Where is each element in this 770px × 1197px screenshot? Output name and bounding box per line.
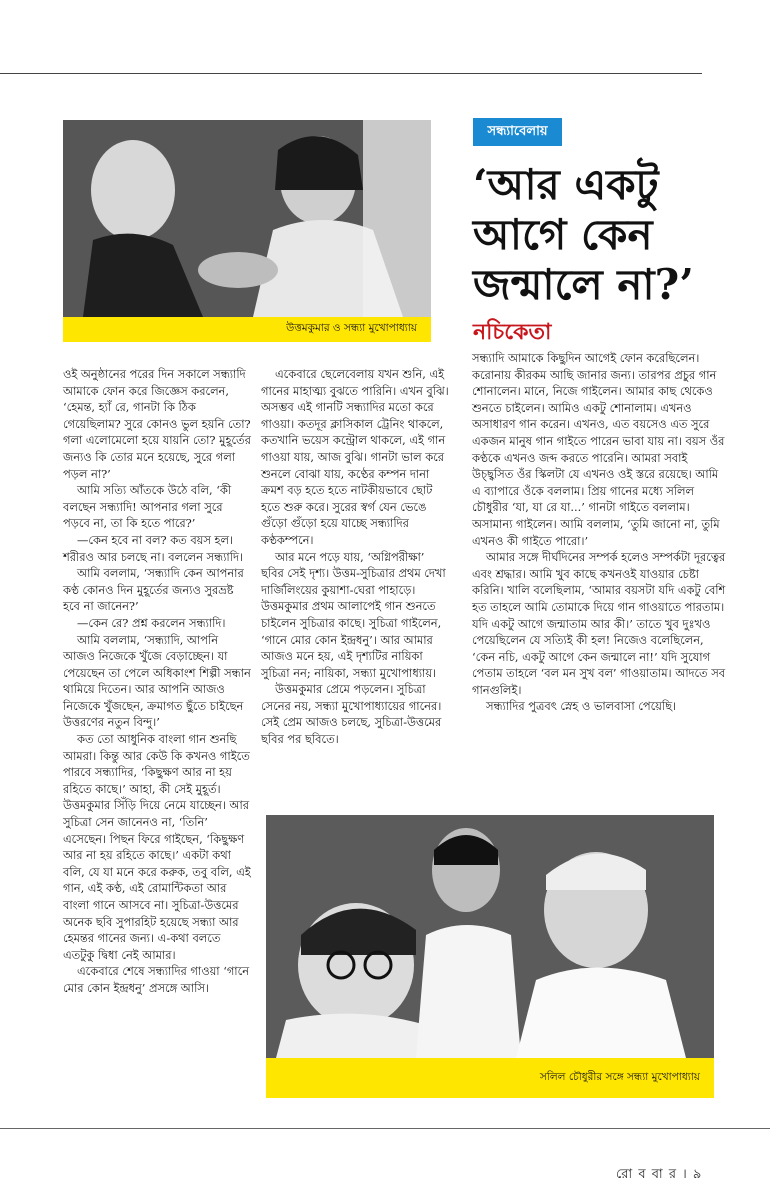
paragraph: —কেন রে? প্রশ্ন করলেন সন্ধ্যাদি। bbox=[77, 615, 226, 630]
paragraph: সন্ধ্যাদির পুত্রবৎ স্নেহ ও ভালবাসা পেয়েছি। bbox=[486, 699, 677, 714]
paragraph: আমি সত্যি আঁতকে উঠে বলি, ‘কী বলছেন সন্ধ্যাদি! আপনার গলা সুরে পড়বে না, তা কি হতে পারে?’ bbox=[63, 483, 232, 531]
paragraph: একেবারে শেষে সন্ধ্যাদির গাওয়া ‘গানে মোর কোন ইন্দ্রধনু’ প্রসঙ্গে আসি। bbox=[63, 964, 249, 995]
paragraph: সন্ধ্যাদি আমাকে কিছুদিন আগেই ফোন করেছিলেন। করোনায় কীরকম আছি জানার জন্য। তারপর প্রচুর গান শোনালেন। মানে, নিজে গাইলেন। আমার কাছ থেকেও শুনতে চাইলেন। আমিও একটু শোনালাম। এখনও অসাধারণ গান করেন। এখনও, এত বয়সেও এত সুরে একজন মানুষ গান গাইতে পারেন ভাবা যায় না। বয়স ওঁর কণ্ঠকে এখনও জব্দ করতে পারেনি। আমরা সবাই উচ্ছ্বসিত ওঁর স্কিলটা যে এখনও ওই স্তরে রয়েছে। আমি এ ব্যাপারে ওঁকে বললাম। প্রিয় গানের মধ্যে সলিল চৌধুরীর ‘যা, যা রে যা...’ গানটা গাইতে বললাম। অসামান্য গাইলেন। আমি বললাম, ‘তুমি জানো না, তুমি এখনও কী গাইতে পারো।’ bbox=[472, 351, 725, 548]
article-column-3 bbox=[472, 350, 727, 715]
paragraph: আমি বললাম, ‘সন্ধ্যাদি, আপনি আজও নিজেকে খুঁজে বেড়াচ্ছেন। যা পেয়েছেন তা পেলে অধিকাংশ শিল্পী সন্ধান থামিয়ে দিতেন। আর আপনি আজও নিজেকে খুঁজছেন, ক্রমাগত ছুঁতে চাইছেন উত্তরণের নতুন বিন্দু।’ bbox=[63, 632, 251, 730]
photo-salil-sandhya-illustration bbox=[266, 815, 714, 1058]
paragraph: একেবারে ছেলেবেলায় যখন শুনি, এই গানের মাহাত্ম্য বুঝতে পারিনি। এখন বুঝি। অসম্ভব এই গানটি সন্ধ্যাদির মতো করে গাওয়া। কতদূর ক্লাসিকাল ট্রেনিং থাকলে, কতখানি ভয়েস কন্ট্রোল থাকলে, এই গান গাওয়া যায়, আজ বুঝি। গানটা ভাল করে শুনলে বোঝা যায়, কণ্ঠের কম্পন দানা ক্রমশ বড় হতে হতে নাটকীয়ভাবে ছোট হতে শুরু করে। সুরের স্বর্গ যেন ভেঙে গুঁড়ো গুঁড়ো হয়ে যাচ্ছে সন্ধ্যাদির কণ্ঠকম্পনে। bbox=[261, 367, 449, 547]
paragraph: —কেন হবে না বল? কত বয়স হল। শরীরও আর চলছে না। বললেন সন্ধ্যাদি। bbox=[63, 532, 244, 564]
article-column-2 bbox=[261, 366, 449, 748]
photo-top-caption bbox=[63, 317, 431, 342]
photo-uttam-sandhya bbox=[63, 120, 431, 317]
headline-line-3: জন্মালে না?’ bbox=[473, 260, 694, 309]
photo-top-caption-text: উত্তমকুমার ও সন্ধ্যা মুখোপাধ্যায় bbox=[286, 322, 417, 334]
top-rule bbox=[0, 73, 702, 74]
paragraph: উত্তমকুমার প্রেমে পড়লেন। সুচিত্রা সেনের নয়, সন্ধ্যা মুখোপাধ্যায়ের গানের। সেই প্রেম আজও চলছে, সুচিত্রা-উত্তমের ছবির পর ছবিতে। bbox=[261, 682, 442, 747]
paragraph: ওই অনুষ্ঠানের পরের দিন সকালে সন্ধ্যাদি আমাকে ফোন করে জিজ্ঞেস করলেন, ‘হেমন্ত, হ্যাঁ রে, গানটা কি ঠিক গেয়েছিলাম? সুরে কোনও ভুল হয়নি তো? গলা এলোমেলো হয়ে যায়নি তো? মুহূর্তের জন্যও কি তোর মনে হয়েছে, সুরে গলা পড়ল না?’ bbox=[63, 367, 251, 481]
photo-bottom-caption-text: সলিল চৌধুরীর সঙ্গে সন্ধ্যা মুখোপাধ্যায় bbox=[539, 1070, 700, 1083]
paragraph: আর মনে পড়ে যায়, ‘অগ্নিপরীক্ষা’ ছবির সেই দৃশ্য। উত্তম-সুচিত্রার প্রথম দেখা দার্জিলিংয়ের কুয়াশা-ঘেরা পাহাড়ে। উত্তমকুমার প্রথম আলাপেই গান শুনতে চাইলেন সুচিত্রার কাছে। সুচিত্রা গাইলেন, ‘গানে মোর কোন ইন্দ্রধনু’। আর আমার আজও মনে হয়, এই দৃশ্যটির নায়িকা সুচিত্রা নন; নায়িকা, সন্ধ্যা মুখোপাধ্যায়। bbox=[261, 549, 446, 680]
paragraph: আমার সঙ্গে দীর্ঘদিনের সম্পর্ক হলেও সম্পর্কটা দূরত্বের এবং শ্রদ্ধার। আমি খুব কাছে কখনওই যাওয়ার চেষ্টা করিনি। খালি বলেছিলাম, ‘আমার বয়সটা যদি একটু বেশি হত তাহলে আমি তোমাকে দিয়ে গান গাওয়াতে পারতাম। যদি একটু আগে জন্মাতাম আর কী।’ তাতে খুব দুঃখও পেয়েছিলেন যে সত্যিই কী হল! নিজেও বলেছিলেন, ‘কেন নচি, একটু আগে কেন জন্মালে না!’ যদি সুযোগ পেতাম তাহলে ‘বল মন সুখ বল’ গাওয়াতাম। আদতে সব গানগুলিই। bbox=[472, 550, 726, 697]
headline-line-1: ‘আর একটু bbox=[473, 160, 659, 209]
paragraph: আমি বললাম, ‘সন্ধ্যাদি কেন আপনার কণ্ঠ কোনও দিন মুহূর্তের জন্যও সুরভ্রষ্ট হবে না জানেন?’ bbox=[63, 566, 244, 614]
section-tag: সন্ধ্যাবেলায় bbox=[473, 118, 562, 146]
photo-bottom-caption bbox=[266, 1058, 714, 1098]
headline-line-2: আগে কেন bbox=[473, 210, 653, 259]
photo-uttam-sandhya-illustration bbox=[63, 120, 431, 317]
page-footer: রো ব বা র । ৯ bbox=[616, 1167, 703, 1182]
headline bbox=[473, 160, 733, 310]
photo-salil-sandhya bbox=[266, 815, 714, 1058]
author-byline: নচিকেতা bbox=[473, 320, 552, 345]
paragraph: কত তো আধুনিক বাংলা গান শুনছি আমরা। কিন্তু আর কেউ কি কখনও গাইতে পারবে সন্ধ্যাদির, ‘কিছুক্ষণ আর না হয় রহিতে কাছে।’ আহা, কী সেই মুহূর্ত। উত্তমকুমার সিঁড়ি দিয়ে নেমে যাচ্ছেন। আর সুচিত্রা সেন জানেনও না, ‘তিনি’ এসেছেন। পিছন ফিরে গাইছেন, ‘কিছুক্ষণ আর না হয় রহিতে কাছে।’ একটা কথা বলি, যে যা মনে করে করুক, তবু বলি, এই গান, এই কণ্ঠ, এই রোমান্টিকতা আর বাংলা গানে আসবে না। সুচিত্রা-উত্তমের অনেক ছবি সুপারহিট হয়েছে সন্ধ্যা আর হেমন্তর গানের জন্য। এ-কথা বলতে এতটুকু দ্বিধা নেই আমার। bbox=[63, 732, 251, 962]
bottom-rule bbox=[0, 1128, 770, 1129]
article-column-1 bbox=[63, 366, 251, 997]
